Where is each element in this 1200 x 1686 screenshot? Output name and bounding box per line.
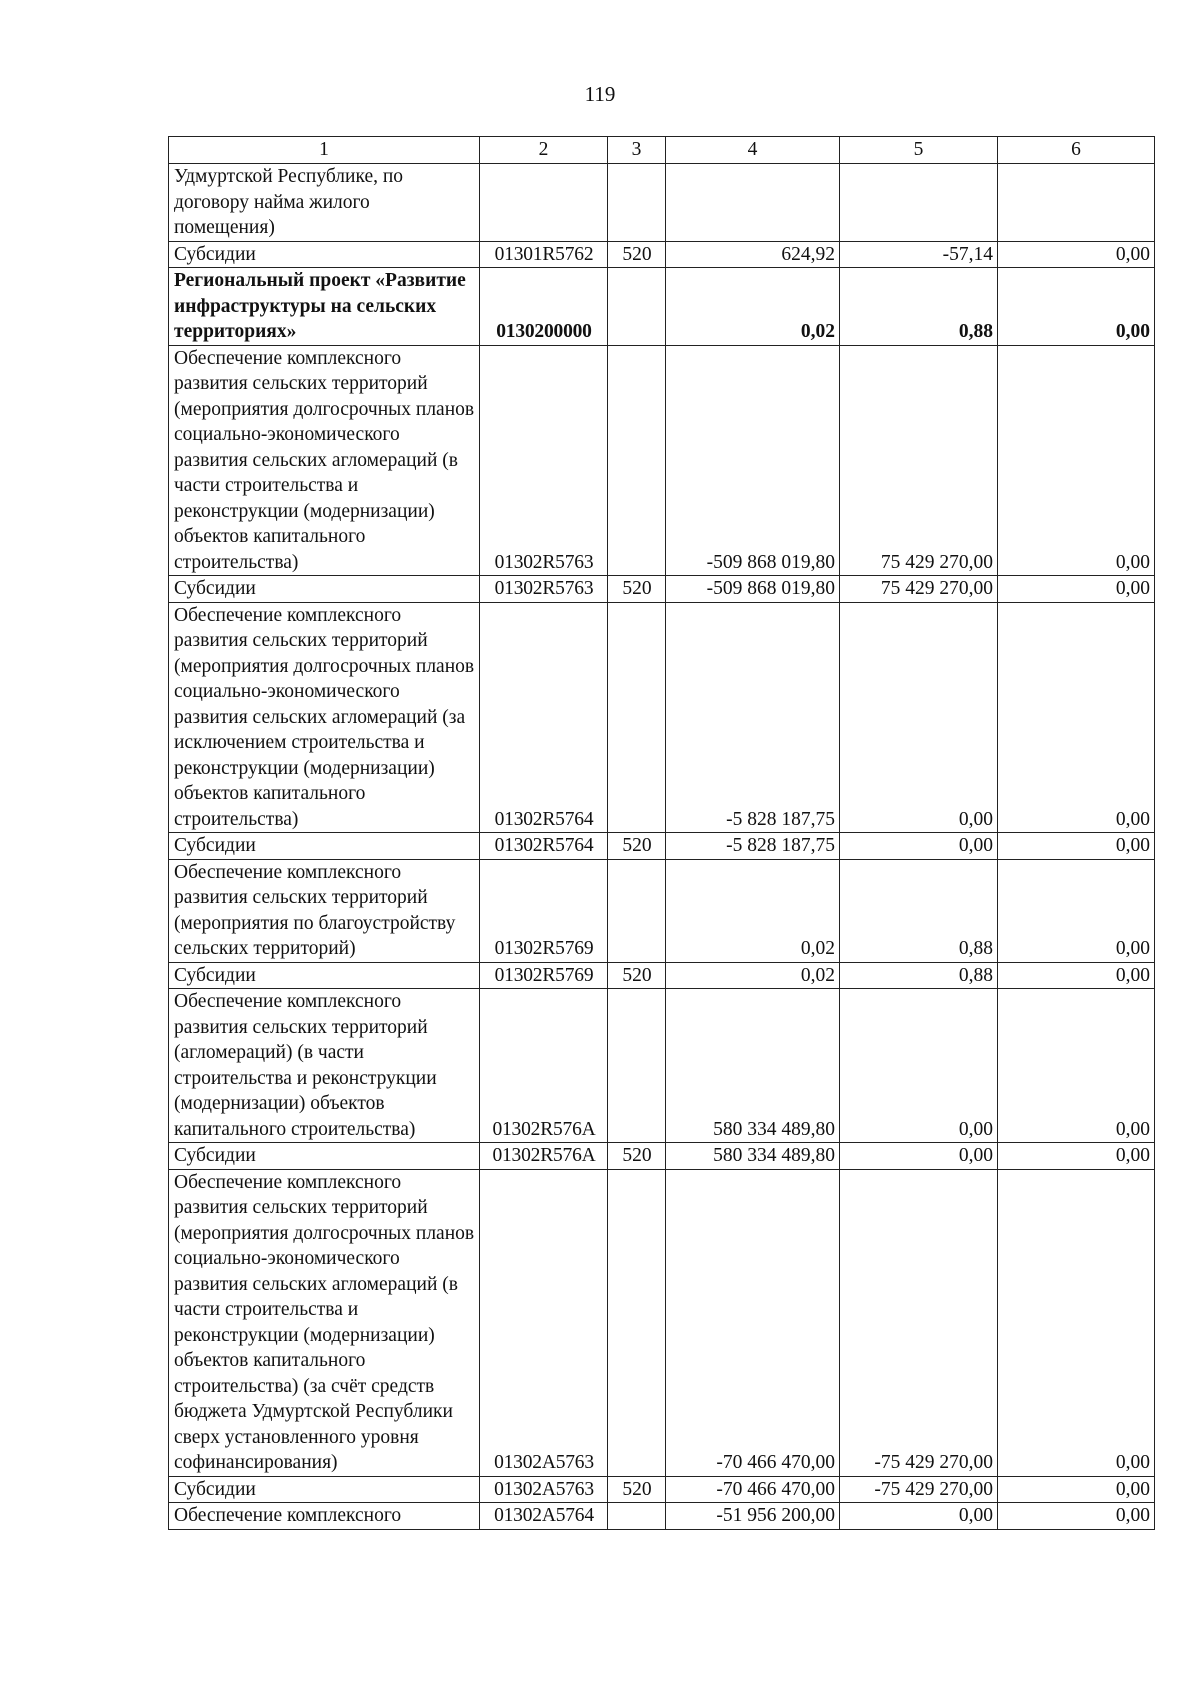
row-expense-type-cell: 520 (608, 576, 666, 603)
column-header: 2 (480, 137, 608, 164)
table-row (169, 859, 1155, 962)
row-expense-type-cell: 520 (608, 241, 666, 268)
row-name-cell: Обеспечение комплексного развития сельских территорий (агломераций) (в части строительства и реконструкции (модернизации) объектов капитального строительства) (169, 989, 480, 1143)
row-value-col5-cell: 0,00 (840, 602, 998, 833)
row-value-col6-cell: 0,00 (998, 1169, 1155, 1476)
table-row (169, 1143, 1155, 1170)
row-value-col6-cell: 0,00 (998, 1476, 1155, 1503)
row-name-cell: Обеспечение комплексного развития сельских территорий (мероприятия долгосрочных планов социально-экономического развития сельских агломераций (в части строительства и реконструкции (модернизации) объектов капитального строительства) (за счёт средств бюджета Удмуртской Республики сверх установленного уровня софинансирования) (169, 1169, 480, 1476)
row-value-col6-cell: 0,00 (998, 962, 1155, 989)
row-expense-type-cell (608, 989, 666, 1143)
row-code-cell: 01302А5763 (480, 1169, 608, 1476)
row-expense-type-cell (608, 164, 666, 242)
row-code-cell: 01302R5763 (480, 345, 608, 576)
row-value-col4-cell: -51 956 200,00 (666, 1503, 840, 1530)
row-name-cell: Субсидии (169, 1476, 480, 1503)
row-name-cell: Субсидии (169, 833, 480, 860)
row-value-col5-cell: -75 429 270,00 (840, 1476, 998, 1503)
row-value-col4-cell: -70 466 470,00 (666, 1476, 840, 1503)
table-row (169, 345, 1155, 576)
row-value-col4-cell: -5 828 187,75 (666, 833, 840, 860)
row-expense-type-cell (608, 859, 666, 962)
row-name-cell: Удмуртской Республике, по договору найма жилого помещения) (169, 164, 480, 242)
table-header-row (169, 137, 1155, 164)
row-code-cell: 01302R576A (480, 1143, 608, 1170)
row-value-col4-cell: -509 868 019,80 (666, 345, 840, 576)
table-row (169, 989, 1155, 1143)
row-value-col5-cell: 0,88 (840, 859, 998, 962)
row-value-col6-cell: 0,00 (998, 1143, 1155, 1170)
row-value-col5-cell: 0,88 (840, 962, 998, 989)
row-code-cell: 01302R5764 (480, 833, 608, 860)
row-value-col4-cell: 0,02 (666, 962, 840, 989)
row-value-col4-cell: -5 828 187,75 (666, 602, 840, 833)
row-expense-type-cell (608, 1169, 666, 1476)
row-expense-type-cell: 520 (608, 833, 666, 860)
row-value-col5-cell: 0,00 (840, 1503, 998, 1530)
table-row (169, 833, 1155, 860)
row-expense-type-cell (608, 345, 666, 576)
row-value-col4-cell: -509 868 019,80 (666, 576, 840, 603)
row-value-col5-cell: 0,00 (840, 1143, 998, 1170)
table-row (169, 1503, 1155, 1530)
row-code-cell: 01302А5763 (480, 1476, 608, 1503)
column-header: 1 (169, 137, 480, 164)
row-value-col5-cell: 0,00 (840, 989, 998, 1143)
row-value-col4-cell: 624,92 (666, 241, 840, 268)
row-value-col5-cell (840, 164, 998, 242)
row-value-col5-cell: 0,00 (840, 833, 998, 860)
row-value-col4-cell (666, 164, 840, 242)
row-expense-type-cell: 520 (608, 1143, 666, 1170)
row-name-cell: Обеспечение комплексного развития сельских территорий (мероприятия долгосрочных планов социально-экономического развития сельских агломераций (за исключением строительства и реконструкции (модернизации) объектов капитального строительства) (169, 602, 480, 833)
row-value-col6-cell: 0,00 (998, 989, 1155, 1143)
row-name-cell: Субсидии (169, 576, 480, 603)
row-name-cell: Субсидии (169, 1143, 480, 1170)
table-row (169, 962, 1155, 989)
row-expense-type-cell (608, 268, 666, 346)
row-value-col6-cell: 0,00 (998, 241, 1155, 268)
column-header: 4 (666, 137, 840, 164)
row-code-cell: 01302А5764 (480, 1503, 608, 1530)
row-value-col4-cell: 0,02 (666, 859, 840, 962)
row-code-cell: 01302R5763 (480, 576, 608, 603)
row-name-cell: Региональный проект «Развитие инфраструктуры на сельских территориях» (169, 268, 480, 346)
row-value-col6-cell: 0,00 (998, 345, 1155, 576)
row-code-cell: 01302R5764 (480, 602, 608, 833)
row-value-col5-cell: 75 429 270,00 (840, 345, 998, 576)
table-row (169, 164, 1155, 242)
row-name-cell: Обеспечение комплексного развития сельских территорий (мероприятия по благоустройству сельских территорий) (169, 859, 480, 962)
column-header: 3 (608, 137, 666, 164)
row-value-col6-cell: 0,00 (998, 268, 1155, 346)
row-value-col4-cell: 580 334 489,80 (666, 1143, 840, 1170)
row-name-cell: Субсидии (169, 962, 480, 989)
table-row (169, 268, 1155, 346)
page-number: 119 (584, 82, 616, 106)
row-value-col6-cell: 0,00 (998, 1503, 1155, 1530)
row-code-cell: 0130200000 (480, 268, 608, 346)
row-code-cell (480, 164, 608, 242)
row-code-cell: 01301R5762 (480, 241, 608, 268)
row-code-cell: 01302R5769 (480, 962, 608, 989)
table-row (169, 602, 1155, 833)
table-row (169, 241, 1155, 268)
row-value-col6-cell: 0,00 (998, 576, 1155, 603)
budget-table-body (169, 137, 1155, 1530)
row-value-col6-cell: 0,00 (998, 859, 1155, 962)
row-value-col5-cell: 75 429 270,00 (840, 576, 998, 603)
table-row (169, 576, 1155, 603)
table-row (169, 1169, 1155, 1476)
column-header: 6 (998, 137, 1155, 164)
row-value-col5-cell: 0,88 (840, 268, 998, 346)
row-expense-type-cell (608, 602, 666, 833)
row-expense-type-cell: 520 (608, 1476, 666, 1503)
row-value-col6-cell: 0,00 (998, 833, 1155, 860)
row-name-cell: Обеспечение комплексного развития сельских территорий (мероприятия долгосрочных планов социально-экономического развития сельских агломераций (в части строительства и реконструкции (модернизации) объектов капитального строительства) (169, 345, 480, 576)
row-expense-type-cell: 520 (608, 962, 666, 989)
row-expense-type-cell (608, 1503, 666, 1530)
row-name-cell: Обеспечение комплексного (169, 1503, 480, 1530)
row-value-col4-cell: 580 334 489,80 (666, 989, 840, 1143)
row-name-cell: Субсидии (169, 241, 480, 268)
table-row (169, 1476, 1155, 1503)
row-code-cell: 01302R5769 (480, 859, 608, 962)
row-value-col4-cell: 0,02 (666, 268, 840, 346)
column-header: 5 (840, 137, 998, 164)
row-value-col5-cell: -75 429 270,00 (840, 1169, 998, 1476)
row-value-col6-cell: 0,00 (998, 602, 1155, 833)
row-code-cell: 01302R576A (480, 989, 608, 1143)
row-value-col4-cell: -70 466 470,00 (666, 1169, 840, 1476)
row-value-col6-cell (998, 164, 1155, 242)
row-value-col5-cell: -57,14 (840, 241, 998, 268)
budget-table (168, 136, 1155, 1530)
